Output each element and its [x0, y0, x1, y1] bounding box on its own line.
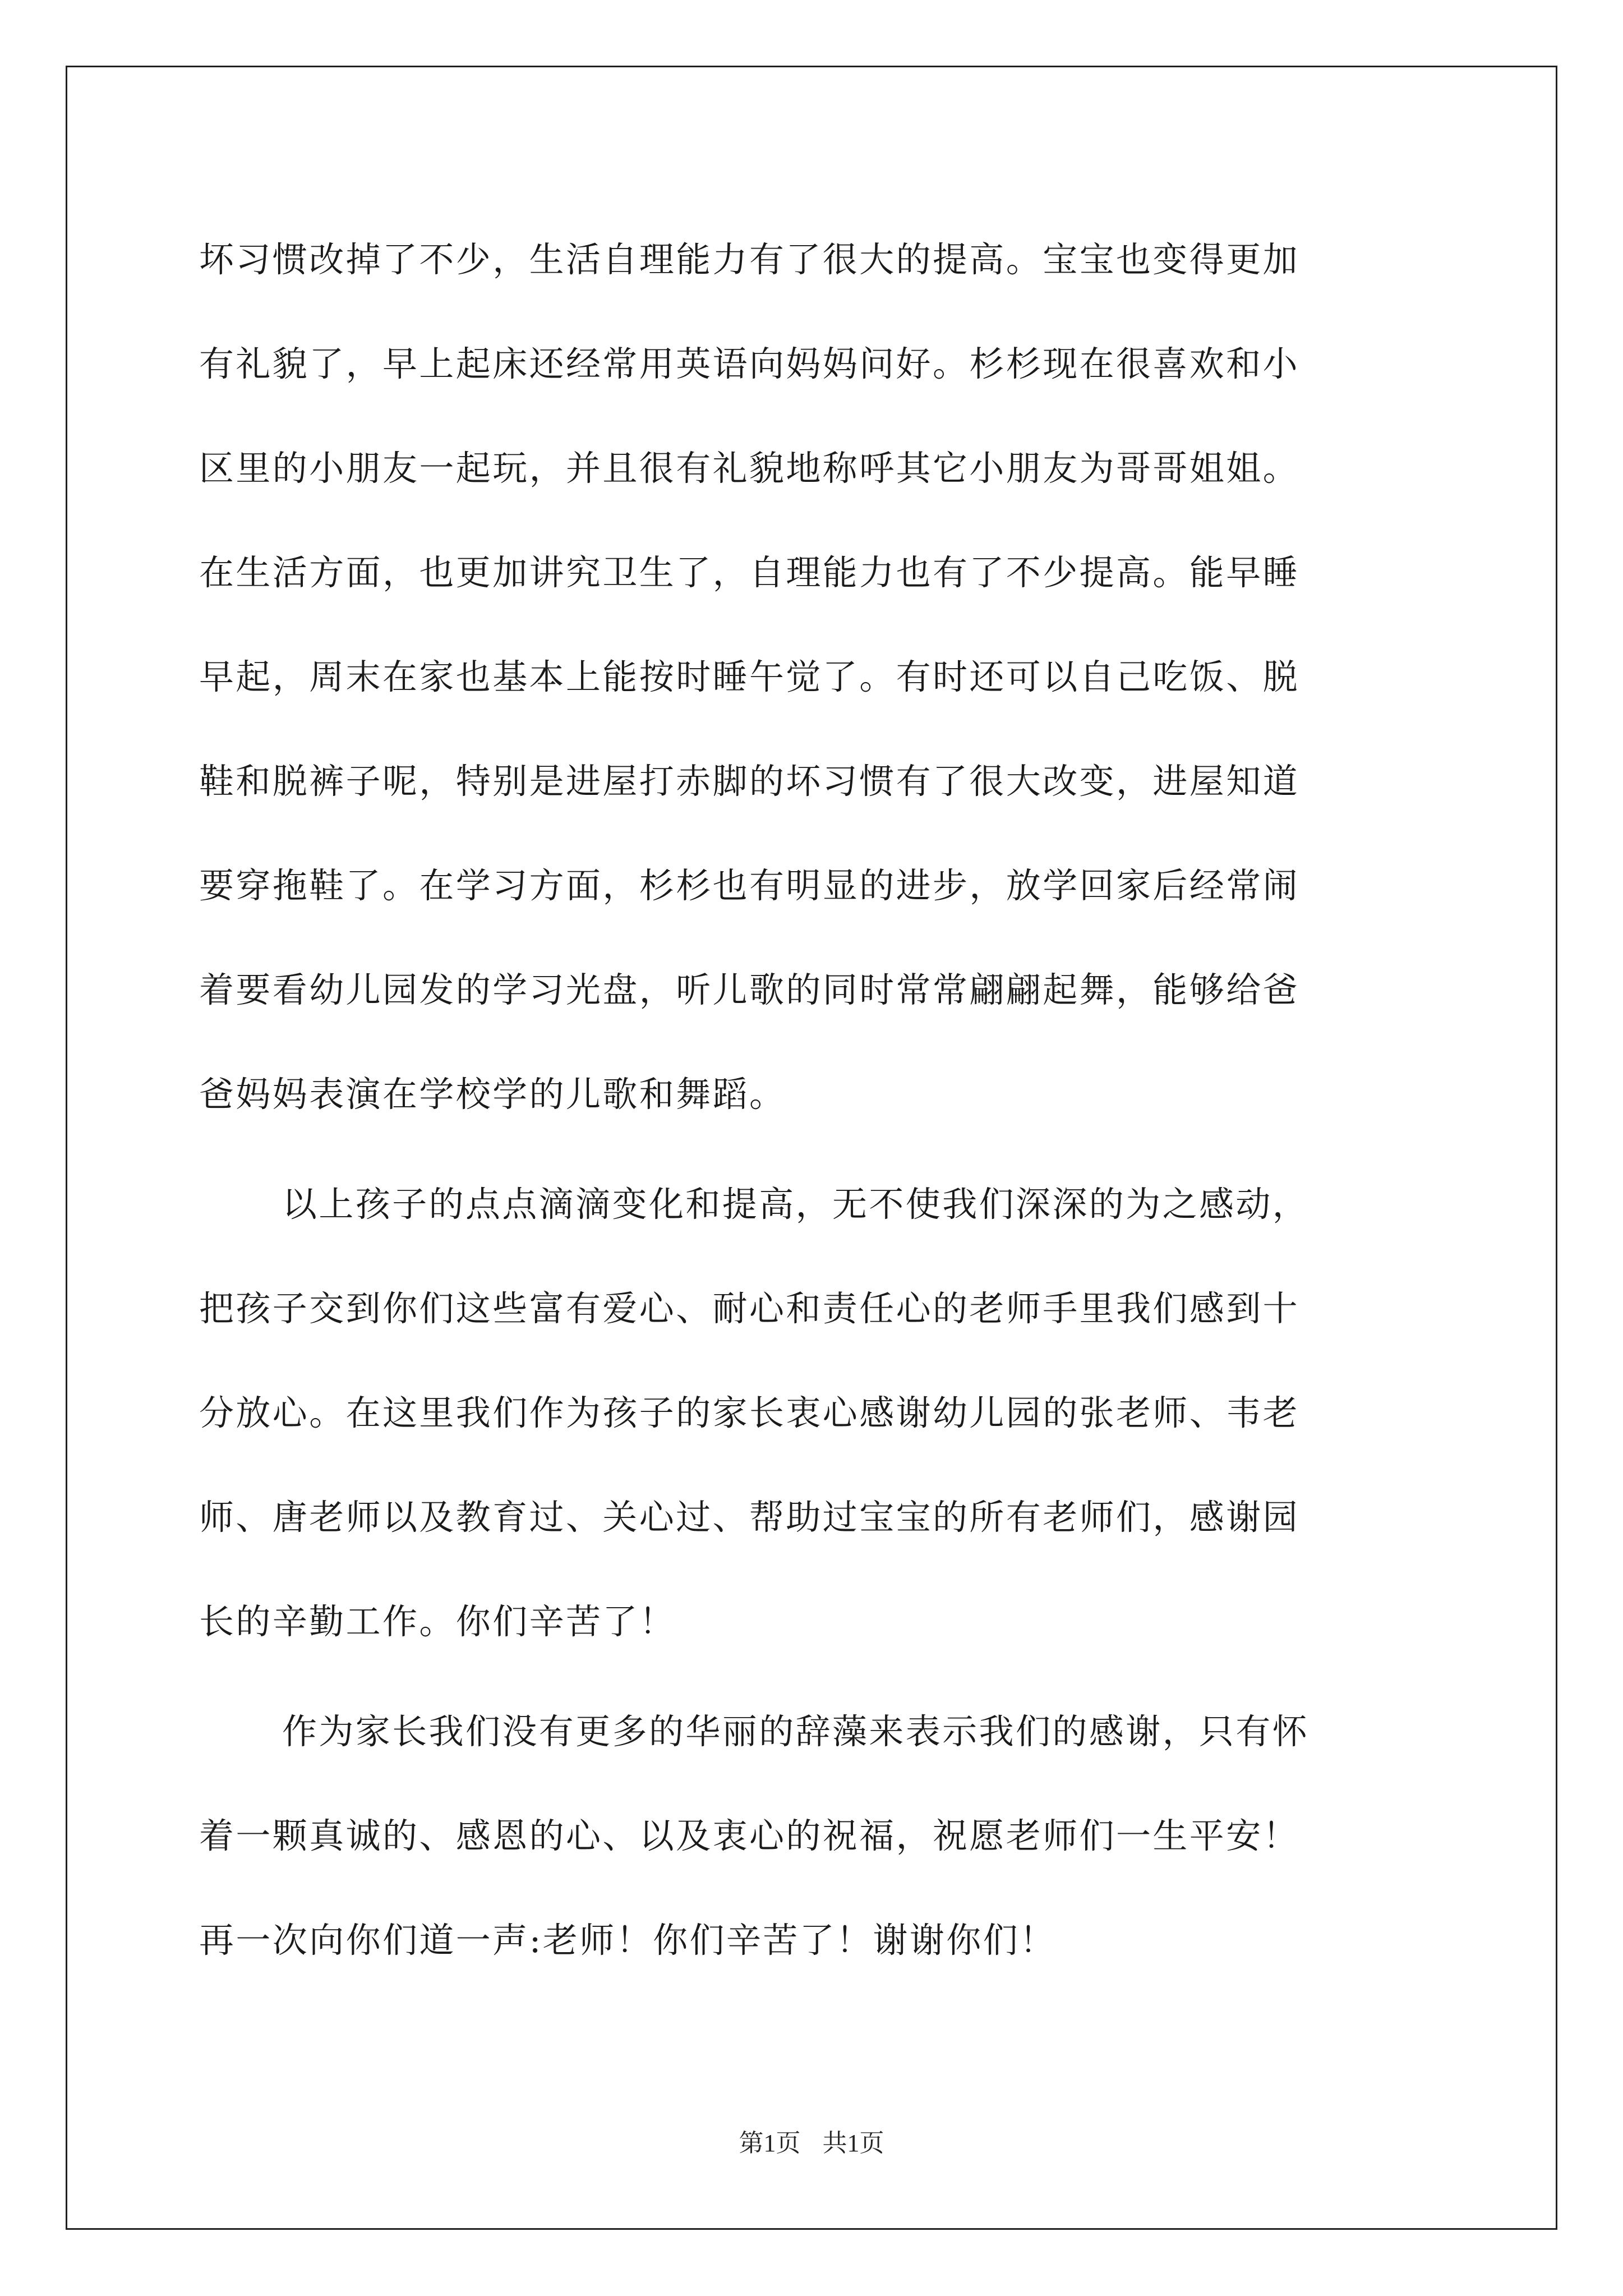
text-line: 长的辛勤工作。你们辛苦了！ — [199, 1601, 676, 1642]
text-line: 着要看幼儿园发的学习光盘，听儿歌的同时常常翩翩起舞，能够给爸 — [199, 969, 1300, 1010]
text-line: 区里的小朋友一起玩，并且很有礼貌地称呼其它小朋友为哥哥姐姐。 — [199, 448, 1300, 489]
text-line: 鞋和脱裤子呢，特别是进屋打赤脚的坏习惯有了很大改变，进屋知道 — [199, 761, 1300, 802]
text-line: 早起，周末在家也基本上能按时睡午觉了。有时还可以自己吃饭、脱 — [199, 656, 1300, 697]
text-line: 要穿拖鞋了。在学习方面，杉杉也有明显的进步，放学回家后经常闹 — [199, 865, 1300, 906]
page-number: 第1页 — [739, 2129, 801, 2157]
text-line: 爸妈妈表演在学校学的儿歌和舞蹈。 — [199, 1074, 786, 1115]
text-line: 坏习惯改掉了不少，生活自理能力有了很大的提高。宝宝也变得更加 — [199, 239, 1300, 280]
text-line: 再一次向你们道一声:老师！你们辛苦了！谢谢你们！ — [199, 1920, 1057, 1961]
text-line: 师、唐老师以及教育过、关心过、帮助过宝宝的所有老师们，感谢园 — [199, 1497, 1300, 1538]
text-line: 在生活方面，也更加讲究卫生了，自理能力也有了不少提高。能早睡 — [199, 552, 1300, 593]
text-line-first: 作为家长我们没有更多的华丽的辞藻来表示我们的感谢，只有怀 — [282, 1711, 1310, 1752]
paragraph-spacer — [199, 1674, 1427, 1680]
paragraph-2 — [199, 1152, 1427, 1674]
page-total: 共1页 — [822, 2129, 884, 2157]
document-body — [199, 208, 1427, 1993]
paragraph-1 — [199, 208, 1427, 1147]
text-line: 有礼貌了，早上起床还经常用英语向妈妈问好。杉杉现在很喜欢和小 — [199, 343, 1300, 384]
paragraph-spacer — [199, 1147, 1427, 1152]
text-line-first: 以上孩子的点点滴滴变化和提高，无不使我们深深的为之感动， — [282, 1184, 1310, 1225]
text-line: 分放心。在这里我们作为孩子的家长衷心感谢幼儿园的张老师、韦老 — [199, 1392, 1300, 1433]
paragraph-3 — [199, 1680, 1427, 1993]
page-footer — [0, 2123, 1623, 2159]
text-line: 着一颗真诚的、感恩的心、以及衷心的祝福，祝愿老师们一生平安！ — [199, 1815, 1300, 1856]
text-line: 把孩子交到你们这些富有爱心、耐心和责任心的老师手里我们感到十 — [199, 1288, 1300, 1329]
